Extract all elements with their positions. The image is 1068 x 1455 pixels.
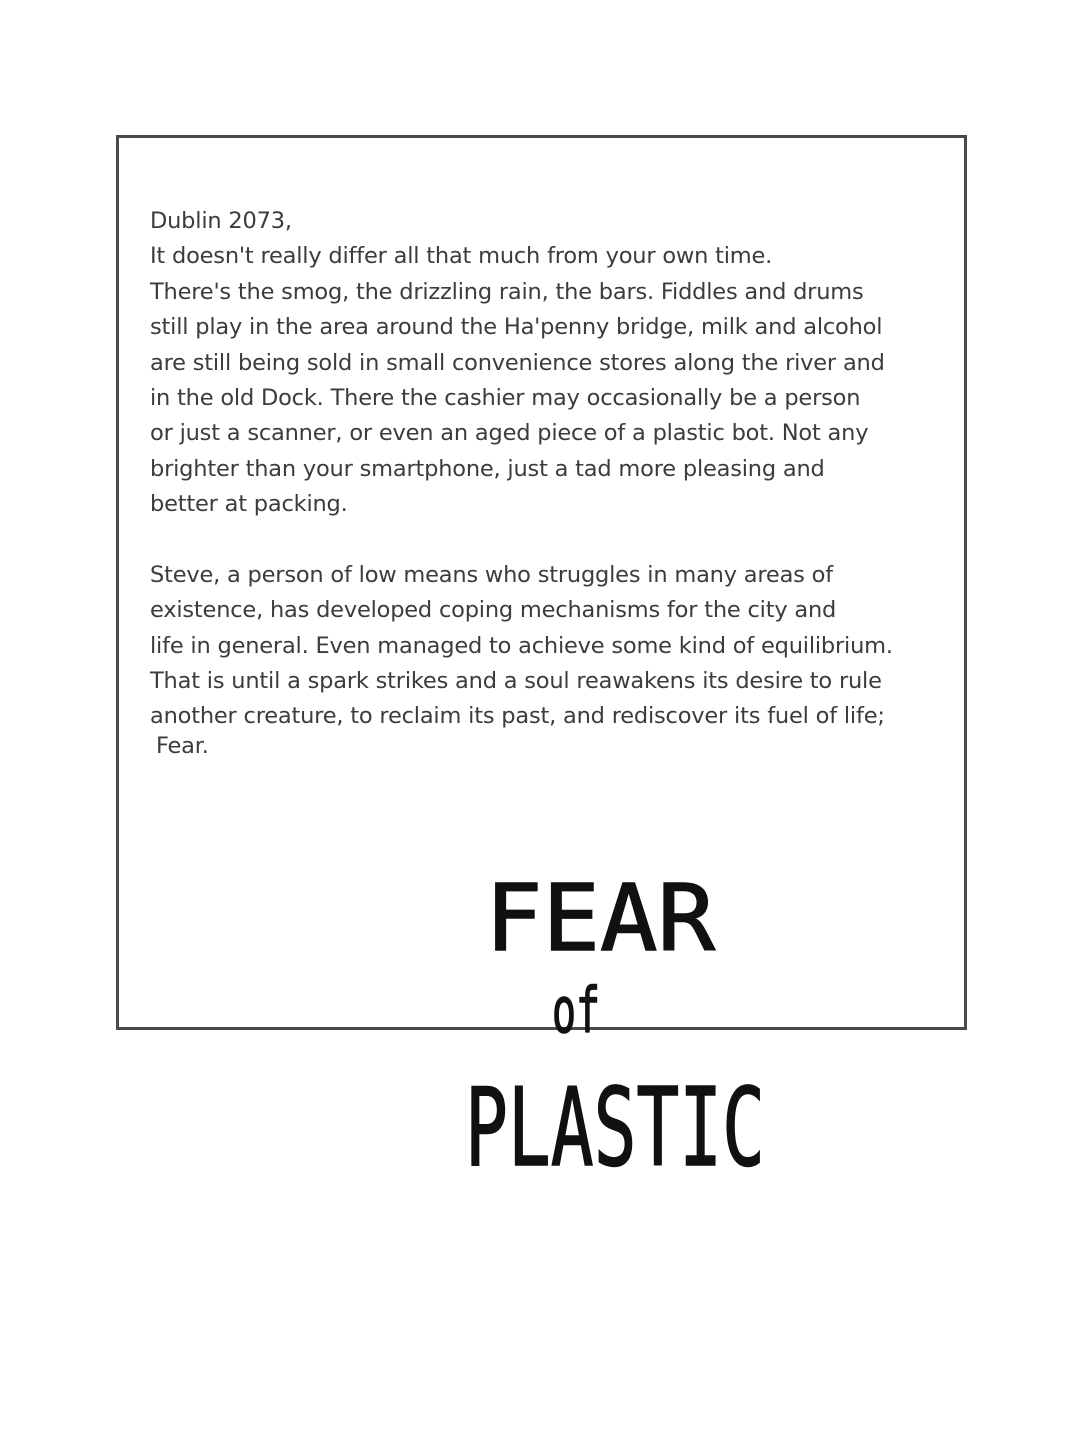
intro-line: better at packing. (150, 491, 348, 518)
story-line: Fear. (156, 733, 209, 760)
intro-line: still play in the area around the Ha'penny bridge, milk and alcohol (150, 314, 883, 341)
intro-line: It doesn't really differ all that much from your own time. (150, 243, 773, 270)
story-line: another creature, to reclaim its past, and rediscover its fuel of life; (150, 703, 885, 730)
title-word-plastic: PLASTIC (465, 1066, 765, 1191)
intro-line: in the old Dock. There the cashier may occasionally be a person (150, 384, 861, 411)
story-line: life in general. Even managed to achieve some kind of equilibrium. (150, 632, 893, 659)
story-line: Steve, a person of low means who struggles in many areas of (150, 561, 833, 588)
title-art (430, 840, 810, 1200)
intro-line: brighter than your smartphone, just a tad more pleasing and (150, 455, 825, 482)
story-line: That is until a spark strikes and a soul reawakens its desire to rule (150, 668, 882, 695)
title-art-svg (430, 840, 810, 1200)
intro-line: Dublin 2073, (150, 208, 292, 234)
intro-line: are still being sold in small convenience stores along the river and (150, 349, 885, 376)
story-text (150, 204, 950, 765)
intro-line: There's the smog, the drizzling rain, the bars. Fiddles and drums (150, 278, 864, 305)
title-word-of: of (552, 974, 600, 1047)
title-word-fear: FEAR (485, 865, 716, 972)
intro-line: or just a scanner, or even an aged piece of a plastic bot. Not any (150, 420, 869, 447)
paragraph-gap (150, 523, 950, 558)
story-line: existence, has developed coping mechanisms for the city and (150, 597, 837, 624)
